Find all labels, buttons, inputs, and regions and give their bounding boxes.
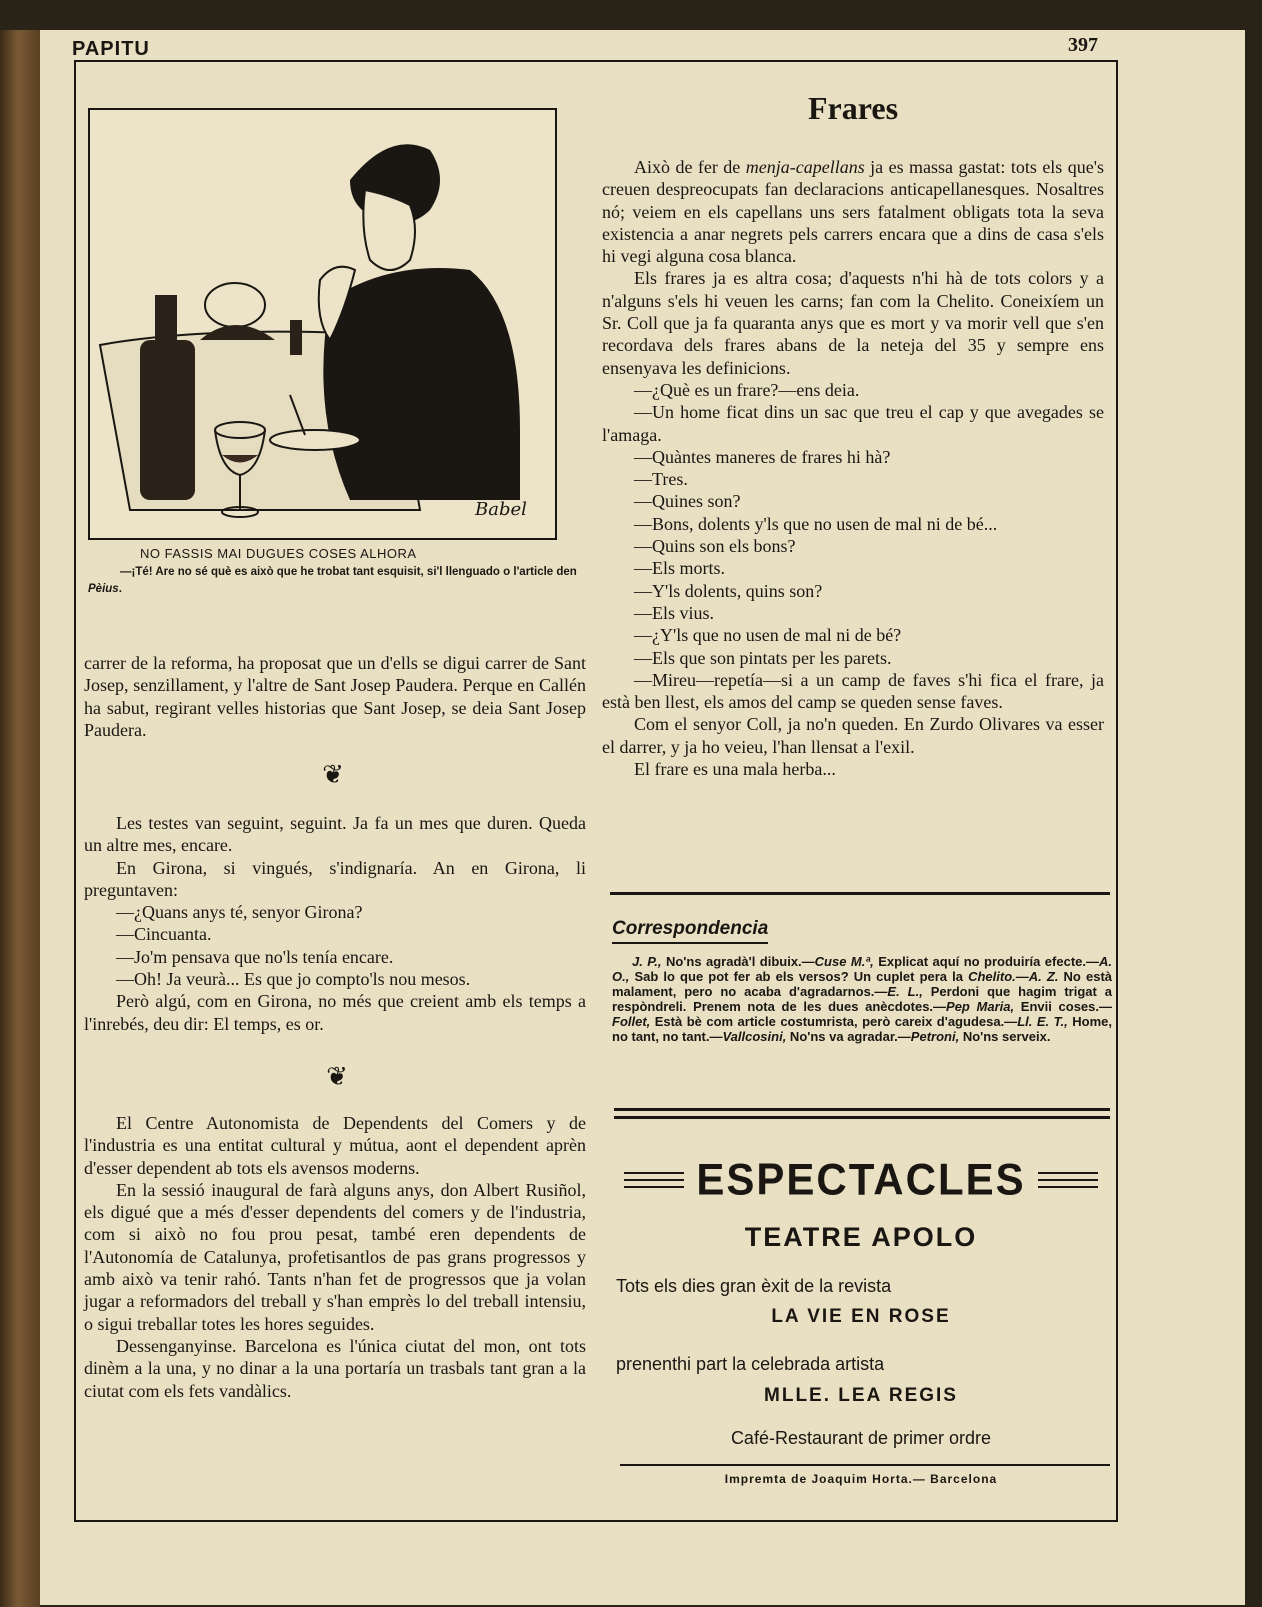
left-article-b <box>84 812 586 1035</box>
paragraph: El Centre Autonomista de Dependents del Comers y de l'industria es una entitat cultural y mútua, aont el dependent aprèn d'esser dependent ab tots els avensos moderns. <box>84 1113 586 1178</box>
corr-text: Envii coses.— <box>1014 999 1112 1014</box>
dialogue-line: —Jo'm pensava que no'ls tenía encare. <box>116 946 394 967</box>
show-name: LA VIE EN ROSE <box>771 1306 951 1327</box>
corr-text: No'ns agradà'l dibuix.— <box>661 954 815 969</box>
dialogue-line: —¿Y'ls que no usen de mal ni de bé? <box>634 625 902 646</box>
paragraph: El frare es una mala herba... <box>634 759 836 780</box>
cafe-line: Café-Restaurant de primer ordre <box>730 1428 992 1448</box>
dialogue-line: —Els que son pintats per les parets. <box>634 647 892 668</box>
caption-end: . <box>118 583 122 595</box>
paragraph: Les testes van seguint, seguint. Ja fa un mes que duren. Queda un altre mes, encare. <box>84 813 586 856</box>
corr-text: No'ns va agradar.— <box>786 1029 911 1044</box>
dialogue-line: —Y'ls dolents, quins son? <box>634 580 823 601</box>
corr-text: Està bè com article costumrista, però careix d'agudesa.— <box>650 1014 1018 1029</box>
corr-name: Chelito. <box>968 969 1016 984</box>
section-rule <box>610 892 1110 895</box>
paragraph: Com el senyor Coll, ja no'n queden. En Zurdo Olivares va esser el darrer, y ja ho veieu, l'han llensat a l'exil. <box>602 714 1104 757</box>
corr-text: Explicat aquí no produiría efecte.— <box>873 954 1099 969</box>
corr-name: Vallcosini, <box>722 1029 787 1044</box>
left-article-a <box>84 652 586 741</box>
cartoon-caption <box>88 564 588 598</box>
corr-text: Sab lo que pot fer ab els versos? Un cuplet pera la <box>629 969 969 984</box>
dialogue-line: —Els vius. <box>634 602 715 623</box>
intro-italic: menja-capellans <box>745 157 865 177</box>
corr-name: E. L., <box>887 984 923 999</box>
magazine-title: PAPITU <box>72 38 150 60</box>
section-rule <box>614 1116 1110 1119</box>
artist-name: MLLE. LEA REGIS <box>764 1385 958 1406</box>
cartoon-caption-title: NO FASSIS MAI DUGUES COSES ALHORA <box>140 546 417 561</box>
correspondencia-text <box>612 954 1112 1044</box>
corr-name: Petroni, <box>910 1029 960 1044</box>
dialogue-line: —¿Què es un frare?—ens deia. <box>634 379 860 400</box>
book-spine <box>0 30 40 1607</box>
corr-text: No'ns serveix. <box>959 1029 1051 1044</box>
dialogue-line: —Mireu—repetía—si a un camp de faves s'hi fica el frare, ja està ben llest, els amos del camp se queden sense faves. <box>602 669 1104 713</box>
paragraph: Dessenganyinse. Barcelona es l'única ciutat del mon, ont tots dinèm a la una, y no dinar a la una portaría un trasbals tant gran a la ciutat com els fets vandàlics. <box>84 1335 586 1401</box>
dialogue-line: —Quines son? <box>634 491 741 512</box>
venue-name: TEATRE APOLO <box>744 1222 978 1252</box>
footer-rule <box>620 1464 1110 1466</box>
caption-text: —¡Té! Are no sé què es això que he trobat tant esquisit, si'l llenguado o l'article den <box>120 566 577 578</box>
espectacles-title: ESPECTACLES <box>696 1154 1026 1205</box>
caption-italic: Pèius <box>88 583 119 595</box>
corr-text: — <box>1015 969 1029 984</box>
dialogue-line: —¿Quans anys té, senyor Girona? <box>116 902 363 923</box>
corr-text: No està malament, pero no acaba d'agradarnos.— <box>612 969 1112 999</box>
dialogue-line: —Tres. <box>634 469 688 490</box>
corr-name: J. P., <box>632 954 662 969</box>
dialogue-line: —Cincuanta. <box>116 924 212 945</box>
paragraph: En Girona, si vingués, s'indignaría. An en Girona, li preguntaven: <box>84 857 586 900</box>
paragraph: Però algú, com en Girona, no més que creient amb els temps a l'inrebés, deu dir: El temps, es or. <box>84 991 586 1034</box>
cartoon-signature: Babel <box>475 499 527 520</box>
heading-lines-left <box>624 1172 684 1188</box>
frares-article <box>602 156 1104 780</box>
corr-text: Perdoni que hagim trigat a respòndreli. Prenem nota de les dues anècdotes.— <box>612 984 1113 1014</box>
dialogue-line: —Quàntes maneres de frares hi hà? <box>634 446 891 467</box>
corr-name: A. Z. <box>1028 969 1059 984</box>
corr-name: A. O., <box>612 954 1112 984</box>
corr-name: Ll. E. T., <box>1017 1014 1068 1029</box>
correspondencia-title: Correspondencia <box>612 918 768 944</box>
cartoon-drawing <box>90 110 555 538</box>
cartoon-illustration <box>88 108 557 540</box>
espectacles-heading <box>616 1150 1106 1210</box>
paragraph <box>602 156 1104 267</box>
left-article-c <box>84 1112 586 1402</box>
page-number: 397 <box>1068 34 1098 56</box>
paragraph: carrer de la reforma, ha proposat que un d'ells se digui carrer de Sant Josep, senzillament, y l'altre de Sant Josep Paudera. Perque en Callén ha sabut, regirant velles historias que Sant Josep, se deia Sant Josep Paudera. <box>84 653 586 740</box>
dialogue-line: —Els morts. <box>634 558 726 579</box>
dialogue-line: —Bons, dolents y'ls que no usen de mal ni de bé... <box>634 513 998 534</box>
corr-name: Follet, <box>612 1014 651 1029</box>
corr-name: Cuse M.ª, <box>814 954 874 969</box>
dialogue-line: —Oh! Ja veurà... Es que jo compto'ls nou mesos. <box>116 969 471 990</box>
article-title: Frares <box>807 90 899 126</box>
ornament-icon: ❦ <box>322 760 344 789</box>
ad-line: Tots els dies gran èxit de la revista <box>616 1276 892 1296</box>
paragraph: En la sessió inaugural de farà alguns anys, don Albert Rusiñol, els digué que a més d'esser dependents del comers y de l'industria, com si això no fou prou pesat, també eren dependents de l'Autonomía de Catalunya, profetisantlos de pas grans progressos y amb això va tenir rahó. Tants n'han fet de progressos que ja volan jugar a reformadors del treball y s'han emprès lo del treball intensiu, o sigui treballar totes les hores seguides. <box>84 1179 586 1334</box>
dialogue-line: —Un home ficat dins un sac que treu el cap y que avegades se l'amaga. <box>602 402 1104 445</box>
intro-end: ja es massa gastat: tots els que's creuen despreocupats fan declaracions anticapellanesques. Nosaltres nó; veiem en els capellans uns sers fatalment obligats tota la seva existencia a anar negrets pels carrers encara que a dins de casa s'els hi vegi alguna cosa blanca. <box>602 157 1104 267</box>
paragraph: Els frares ja es altra cosa; d'aquests n'hi hà de tots colors y a n'alguns s'els hi veuen les carns; fan com la Chelito. Coneixíem un Sr. Coll que ja fa quaranta anys que es mort y va morir vell que s'en recordava dels frares abans de la neteja del 35 y sempre ens ensenyava les definicions. <box>602 268 1104 378</box>
dialogue-line: —Quins son els bons? <box>634 536 796 557</box>
ad-line: prenenthi part la celebrada artista <box>616 1354 885 1374</box>
corr-text: Home, no tant, no tant.— <box>612 1014 1113 1044</box>
heading-lines-right <box>1038 1172 1098 1188</box>
printer-credit: Impremta de Joaquim Horta.— Barcelona <box>724 1472 998 1486</box>
section-rule <box>614 1108 1110 1111</box>
corr-name: Pep Maria, <box>946 999 1015 1014</box>
intro-start: Això de fer de <box>634 157 746 177</box>
ornament-icon: ❦ <box>326 1062 348 1091</box>
